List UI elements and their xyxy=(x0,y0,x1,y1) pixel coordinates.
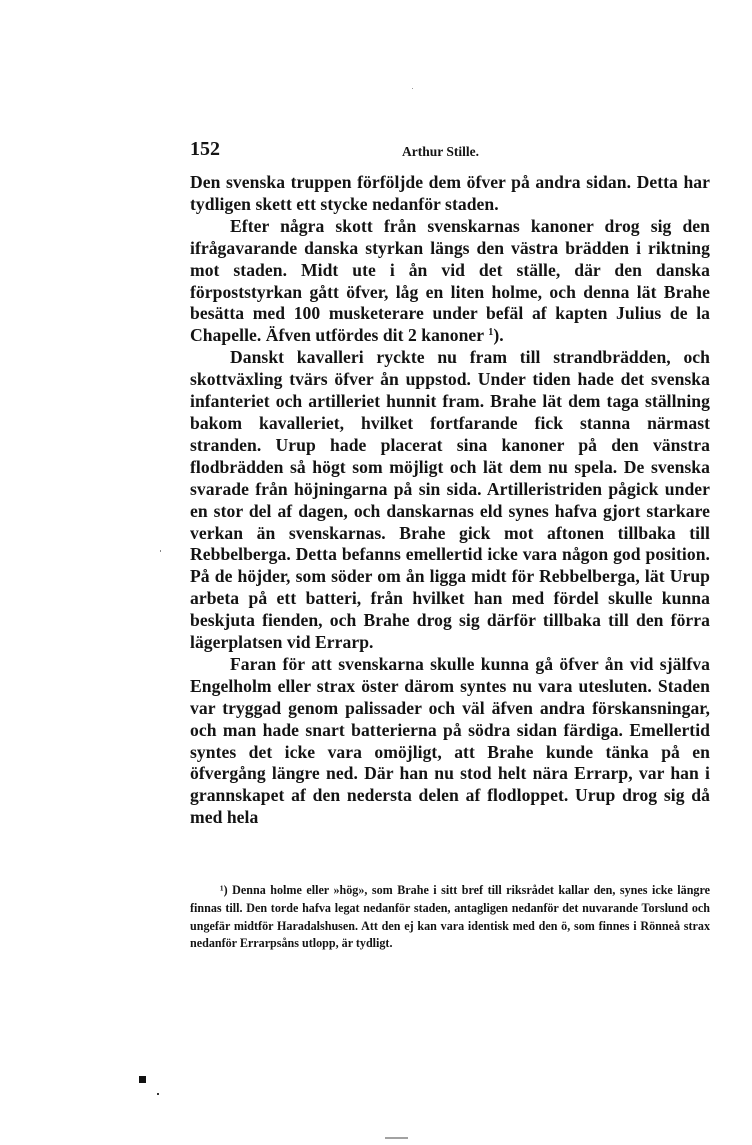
footnote-reference-suffix: ). xyxy=(493,325,504,346)
footnote-text: Denna holme eller »hög», som Brahe i sitt bref till riksrådet kallar den, synes icke längre finnas till. Den torde hafva legat nedanför staden, antagligen nedanför det nuvarande Torslund och ungefär midtför Haradalshusen. Att den ej kan vara identisk med den ö, som finnes i Rönneå strax nedanför Errarpsåns utlopp, är tydligt. xyxy=(190,883,710,951)
paragraph: Faran för att svenskarna skulle kunna gå öfver ån vid själfva Engelholm eller strax öster därom syntes nu vara utesluten. Staden var tryggad genom palissader och väl äfven andra förskansningar, och man hade snart batterierna på södra sidan färdiga. Emellertid syntes det icke vara omöjligt, att Brahe kunde tänka på en öfvergång längre ned. Där han nu stod helt nära Errarp, var han i grannskapet af den nedersta delen af flodloppet. Urup drog sig då med hela xyxy=(190,653,710,828)
page-number: 152 xyxy=(190,138,220,160)
footnote-marker: ¹) xyxy=(220,883,228,897)
footnote-reference[interactable]: 1 xyxy=(488,327,494,339)
ink-speck xyxy=(412,88,413,89)
paragraph: Den svenska truppen förföljde dem öfver på andra sidan. Detta har tydligen skett ett stycke nedanför staden. xyxy=(190,172,710,214)
ink-speck xyxy=(157,1093,159,1095)
ink-speck xyxy=(160,550,161,552)
running-head: Arthur Stille. xyxy=(402,144,479,159)
ink-speck xyxy=(139,1076,146,1083)
paragraph-text: Efter några skott från svenskarnas kanoner drog sig den ifrågavarande danska styrkan längs den västra brädden i riktning mot staden. Midt ute i ån vid det ställe, där den danska förpoststyrkan gått öfver, låg en liten holme, och denna lät Brahe besätta med 100 musketerare under befäl af kapten Julius de la Chapelle. Äfven utfördes dit 2 kanoner xyxy=(190,215,710,346)
paragraph: Danskt kavalleri ryckte nu fram till strandbrädden, och skottväxling tvärs öfver ån uppstod. Under tiden hade det svenska infanteriet och artilleriet hunnit fram. Brahe lät dem taga ställning bakom kavalleriet, hvilket fortfarande fick stanna närmast stranden. Urup hade placerat sina kanoner på den vänstra flodbrädden så högt som möjligt och lät dem nu spela. De svenska svarade från höjningarna på sin sida. Artilleristriden pågick under en stor del af dagen, och danskarnas eld synes hafva gjort starkare verkan än svenskarnas. Brahe gick mot aftonen tillbaka till Rebbelberga. Detta befanns emellertid icke vara någon god position. På de höjder, som söder om ån ligga midt för Rebbelberga, lät Urup arbeta på ett batteri, från hvilket han med fördel skulle kunna beskjuta fienden, och Brahe drog sig därför tillbaka till den förra lägerplatsen vid Errarp. xyxy=(190,347,710,653)
